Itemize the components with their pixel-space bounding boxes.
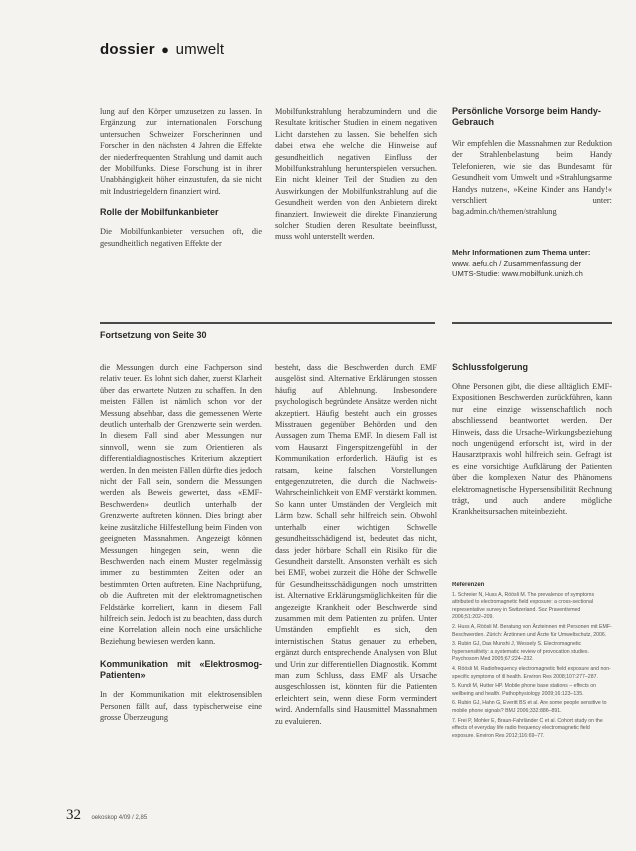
section-divider-left xyxy=(100,322,435,324)
sidebar-info-label: Mehr Informationen zum Thema unter: xyxy=(452,248,591,257)
conclusion-heading: Schlussfolgerung xyxy=(452,362,529,372)
footer-source: oekoskop 4/09 / 2,85 xyxy=(91,815,148,821)
header-title-light: umwelt xyxy=(175,41,225,58)
reference-item: 6. Rubin GJ, Hahn G, Everitt BS et al. Are some people sensitive to mobile phone signals? BMJ 2006;332:886–891. xyxy=(452,700,607,714)
reference-item: 5. Kundi M, Hutter HP. Mobile phone base stations – effects on wellbeing and health. Pathophysiology 2009;16:123–135. xyxy=(452,683,596,697)
top-col1-paragraph: lung auf den Körper umzusetzen zu lassen. In Ergänzung zur internationalen Forschung untersuchen Schweizer Forscherinnen und Forscher in den nächsten 4 Jahren die Effekte der niederfrequenten Strahlung und damit auch der Mobilfunks. Diese Forschung ist in ihrer Unabhängigkeit höher einzustufen, da sie nicht mit Industriegeldern finanziert wird. xyxy=(100,107,262,196)
bottom-col1-paragraph-2: In der Kommunikation mit elektrosensiblen Personen fällt auf, dass typischerweise eine grosse Überzeugung xyxy=(100,690,262,722)
page-header xyxy=(100,41,224,58)
references-block xyxy=(452,582,612,817)
reference-item: 1. Schreier N, Huss A, Röösli M. The prevalence of symptoms attributed to electromagnetic field exposure: a cross-sectional representative survey in Switzerland. Soz Praventivmed 2006;51:202–209. xyxy=(452,591,595,621)
sidebar-link-1[interactable]: www. aefu.ch / Zusammenfassung der xyxy=(452,258,582,268)
continuation-heading: Fortsetzung von Seite 30 xyxy=(100,330,207,340)
sidebar-paragraph: Wir empfehlen die Massnahmen zur Reduktion der Strahlenbelastung beim Handy Telefonieren, wie sie das Bundesamt für Gesundheit vom Umwelt und »Strahlungsarme Handys nutzen«, »Keine Kinder ans Handy!« verschliert unter: bag.admin.ch/themen/strahlung xyxy=(452,139,612,217)
bottom-col1-paragraph: die Messungen durch eine Fachperson sind relativ teuer. Es lohnt sich daher, zuerst Klarheit über das erwartete Nutzen zu schaffen. In den meisten Fällen ist nämlich schon vor der Messung absehbar, dass die gemessenen Werte deutlich unterhalb der Grenzwerte sein werden. In diesem Fall sind aber Messungen nur sinnvoll, wenn sie zum Orientieren als differentialdiagnostisches Kriterium akzeptiert werden. In den meisten Fällen dürfte dies jedoch nicht der Fall sein, sondern die Messungen werden als Beweis gewertet, dass «EMF-Beschwerden» deutlich unterhalb der Grenzwerte auftreten können. Dies bringt aber keine zusätzliche Hilfestellung beim Finden von geeigneten Massnahmen. Angezeigt können Messungen hingegen sein, wenn die Beschwerden nach einem Muster regelmässig immer zu bestimmten Zeiten oder an bestimmten Orten auftreten. Eine Nachprüfung, ob die Auftreten mit der elektromagnetischen Feldstärke korreliert, kann in diesem Fall hilfreich sein. Jedoch ist zu beachten, dass durch eine Korrelation allein noch eine ursächliche Beziehung bewiesen werden kann. xyxy=(100,363,262,646)
sidebar-body xyxy=(452,138,612,234)
conclusion-body xyxy=(452,381,612,526)
page-footer xyxy=(66,806,147,824)
bottom-column-2 xyxy=(275,362,437,837)
sidebar-heading: Persönliche Vorsorge beim Handy-Gebrauch xyxy=(452,106,601,127)
bottom-column-3 xyxy=(452,362,612,526)
header-title-bold: dossier xyxy=(100,41,155,58)
top-col1-heading: Rolle der Mobilfunkanbieter xyxy=(100,207,219,218)
sidebar-box xyxy=(452,106,612,296)
sidebar-link-2[interactable]: UMTS-Studie: www.mobilfunk.unizh.ch xyxy=(452,269,583,278)
bottom-column-1 xyxy=(100,362,262,812)
top-col2-paragraph: Mobilfunkstrahlung herabzumindern und die Resultate kritischer Studien in einem negativen Licht darstehen zu lassen. Sie behelfen sich dabei etwa ehe welche die Hinweise auf gesundheitlich negativen Einfluss der Mobilfunkstrahlung herunterspielen versuchen. Ein nicht kleiner Teil der Studien zu den Auswirkungen der Mobilfunkstrahlung auf die Gesundheit werden von den Anbietern direkt finanziert. Inwieweit die direkte Finanzierung solcher Studien deren Resultate beeinflusst, muss wohl unterstellt werden. xyxy=(275,107,437,242)
top-col1-paragraph-2: Die Mobilfunkanbieter versuchen oft, die gesundheitlich negativen Effekte der xyxy=(100,227,262,248)
section-divider-right xyxy=(452,322,612,324)
top-column-2 xyxy=(275,106,437,294)
reference-item: 3. Rubin GJ, Das Munshi J, Wessely S. Electromagnetic hypersensitivity: a systematic review of provocation studies. Psychosom Med 2005;67:224–232. xyxy=(452,641,589,663)
bottom-col1-heading: Kommunikation mit «Elektrosmog-Patienten» xyxy=(100,659,262,681)
bottom-col2-paragraph: besteht, dass die Beschwerden durch EMF ausgelöst sind. Alternative Erklärungen stossen häufig auf Ablehnung. Insbesondere psychologisch begründete Ansätze werden nicht akzeptiert. Häufig besteht auch ein grosses Misstrauen gegenüber Behörden und den Aussagen zum Thema EMF. In diesem Fall ist vom Hausarzt Fingerspitzengefühl in der Kommunikation erforderlich. Häufig ist es ratsam, keine falschen Vorstellungen entgegenzutreten, die durch die Nachweis-Wahrscheinlichkeit von EMF verstärkt kommen. So kann unter Umständen der Vergleich mit Lärm bzw. Schall sehr hilfreich sein. Obwohl unterhalb einer wichtigen Schwelle gesundheitsschädigend ist, bedeutet das nicht, dass jeder hörbare Schall ein Risiko für die Gesundheit darstellt. Ansonsten verhält es sich bei EMF, wobei zurzeit die Höhe der Schwelle für Gesundheitsschädigungen noch umstritten ist. Alternative Erklärungsmöglichkeiten für die angezeigte Krankheit oder Beschwerde sind zusammen mit dem Patienten zu prüfen. Unter Umständen empfiehlt es sich, den internistischen Status genauer zu erheben, ergänzt durch entsprechende Analysen von Blut und Urin zur differentiellen Diagnostik. Kommt man zum Schluss, dass EMF als Ursache ausgeschlossen ist, könnten für die Patienten erleichtert sein, wenn diese Form vermindert wird. Andernfalls sind Hausmittel Massnahmen zu evaluieren. xyxy=(275,363,437,726)
top-column-1 xyxy=(100,106,262,294)
references-heading: Referenzen xyxy=(452,582,485,588)
conclusion-paragraph: Ohne Personen gibt, die diese alltäglich EMF-Expositionen Beschwerden zurückführen, kann nur eine einzige wissenschaftlich noch abschliessend beantwortet werden. Der Hinweis, dass die Ursache-Wirkungsbeziehung noch ungenügend erforscht ist, wird in der Hausarztpraxis wohl hilfreich sein. Gefragt ist es eine vorsichtige Aufklärung der Patienten über die komplexen Natur des Phänomens elektromagnetische Hypersensibilität Rechnung trägt, und auch andere mögliche Krankheitsursachen miteinbezieht. xyxy=(452,382,612,517)
page-number: 32 xyxy=(66,807,81,823)
reference-item: 4. Röösli M. Radiofrequency electromagnetic field exposure and non-specific symptoms of ill health. Environ Res 2008;107:277–287. xyxy=(452,665,611,680)
reference-item: 7. Frei P, Mohler E, Braun-Fahrländer C et al. Cohort study on the effects of everyday life radio frequency electromagnetic field exposure. Environ Res 2012;116:69–77. xyxy=(452,717,603,739)
header-bullet: ● xyxy=(161,42,170,57)
reference-item: 2. Huss A, Röösli M. Beratung von Ärzteinnen mit Personen mit EMF-Beschwerden. Zürich: Ärztinnen und Ärzte für Umweltschutz, 2006. xyxy=(452,623,612,638)
